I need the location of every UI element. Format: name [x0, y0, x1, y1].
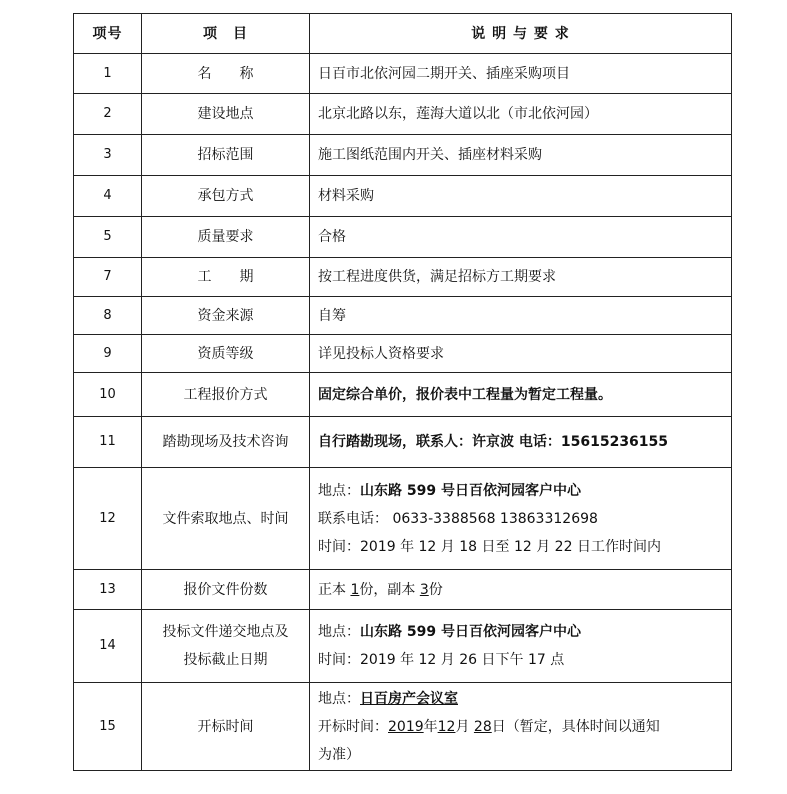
row-item: 工 期 — [142, 258, 310, 297]
table-row — [74, 417, 732, 468]
row-item: 招标范围 — [142, 135, 310, 176]
time-line: 时间：2019 年 12 月 26 日下午 17 点 — [318, 652, 565, 668]
item-line: 投标文件递交地点及 — [162, 624, 289, 640]
row-number: 7 — [74, 258, 142, 297]
table-row — [74, 683, 732, 771]
row-description: 施工图纸范围内开关、插座材料采购 — [310, 135, 732, 176]
row-item: 开标时间 — [142, 683, 310, 771]
address-line — [318, 618, 727, 646]
table-row — [74, 297, 732, 335]
row-number: 8 — [74, 297, 142, 335]
row-description: 详见投标人资格要求 — [310, 335, 732, 373]
row-item: 踏勘现场及技术咨询 — [142, 417, 310, 468]
row-description: 自筹 — [310, 297, 732, 335]
table-row — [74, 570, 732, 610]
row-description: 北京北路以东，莲海大道以北（市北依河园） — [310, 94, 732, 135]
table-row — [74, 610, 732, 683]
table-row — [74, 94, 732, 135]
copies-text: 正本 — [318, 581, 351, 598]
phone-line: 联系电话： 0633-3388568 13863312698 — [318, 510, 598, 527]
row-number: 3 — [74, 135, 142, 176]
copy-count: 3 — [419, 581, 429, 598]
table-row — [74, 135, 732, 176]
item-line: 投标截止日期 — [183, 652, 268, 668]
table-row — [74, 217, 732, 258]
row-number: 10 — [74, 373, 142, 417]
table-header-row — [74, 14, 732, 54]
row-number: 15 — [74, 683, 142, 771]
row-description: 日百市北依河园二期开关、插座采购项目 — [310, 54, 732, 94]
row-item: 建设地点 — [142, 94, 310, 135]
header-item: 项 目 — [142, 14, 310, 54]
row-item: 报价文件份数 — [142, 570, 310, 610]
row-number: 14 — [74, 610, 142, 683]
copies-text: 份 — [428, 581, 443, 598]
address-label: 地点： — [318, 624, 360, 640]
row-number: 5 — [74, 217, 142, 258]
table-row — [74, 54, 732, 94]
time-label: 开标时间： — [318, 718, 388, 735]
row-description — [310, 610, 732, 683]
row-description: 固定综合单价，报价表中工程量为暂定工程量。 — [310, 373, 732, 417]
address-line — [318, 685, 727, 713]
row-description — [310, 570, 732, 610]
month-unit: 月 — [455, 718, 474, 735]
row-item — [142, 610, 310, 683]
address-label: 地点： — [318, 690, 360, 707]
row-item: 资金来源 — [142, 297, 310, 335]
row-description: 自行踏勘现场，联系人：许京波 电话：15615236155 — [310, 417, 732, 468]
address-value: 日百房产会议室 — [360, 690, 458, 707]
day-value: 28 — [473, 718, 492, 735]
copies-text: 份，副本 — [359, 581, 420, 598]
address-value: 山东路 599 号日百依河园客户中心 — [360, 482, 581, 499]
table-row — [74, 373, 732, 417]
row-number: 1 — [74, 54, 142, 94]
day-unit: 日（暂定，具体时间以通知 — [491, 718, 660, 735]
time-line — [318, 713, 727, 741]
row-item: 名 称 — [142, 54, 310, 94]
row-item: 质量要求 — [142, 217, 310, 258]
row-number: 13 — [74, 570, 142, 610]
year-unit: 年 — [423, 718, 438, 735]
time-line-end: 为准） — [318, 746, 360, 763]
address-line — [318, 477, 727, 505]
row-description — [310, 468, 732, 570]
row-number: 4 — [74, 176, 142, 217]
header-description: 说 明 与 要 求 — [310, 14, 732, 54]
row-number: 9 — [74, 335, 142, 373]
table-row — [74, 258, 732, 297]
time-line: 时间：2019 年 12 月 18 日至 12 月 22 日工作时间内 — [318, 538, 661, 555]
address-value: 山东路 599 号日百依河园客户中心 — [360, 624, 581, 640]
row-number: 12 — [74, 468, 142, 570]
row-description: 按工程进度供货，满足招标方工期要求 — [310, 258, 732, 297]
row-item: 工程报价方式 — [142, 373, 310, 417]
row-number: 2 — [74, 94, 142, 135]
row-number: 11 — [74, 417, 142, 468]
row-description: 合格 — [310, 217, 732, 258]
row-description: 材料采购 — [310, 176, 732, 217]
table-row — [74, 468, 732, 570]
row-item: 承包方式 — [142, 176, 310, 217]
month-value: 12 — [437, 718, 456, 735]
row-item: 资质等级 — [142, 335, 310, 373]
row-item: 文件索取地点、时间 — [142, 468, 310, 570]
table-row — [74, 176, 732, 217]
table-row — [74, 335, 732, 373]
original-count: 1 — [350, 581, 360, 598]
address-label: 地点： — [318, 482, 360, 499]
tender-info-table — [73, 13, 732, 771]
row-description — [310, 683, 732, 771]
header-number: 项号 — [74, 14, 142, 54]
year-value: 2019 — [388, 718, 424, 735]
